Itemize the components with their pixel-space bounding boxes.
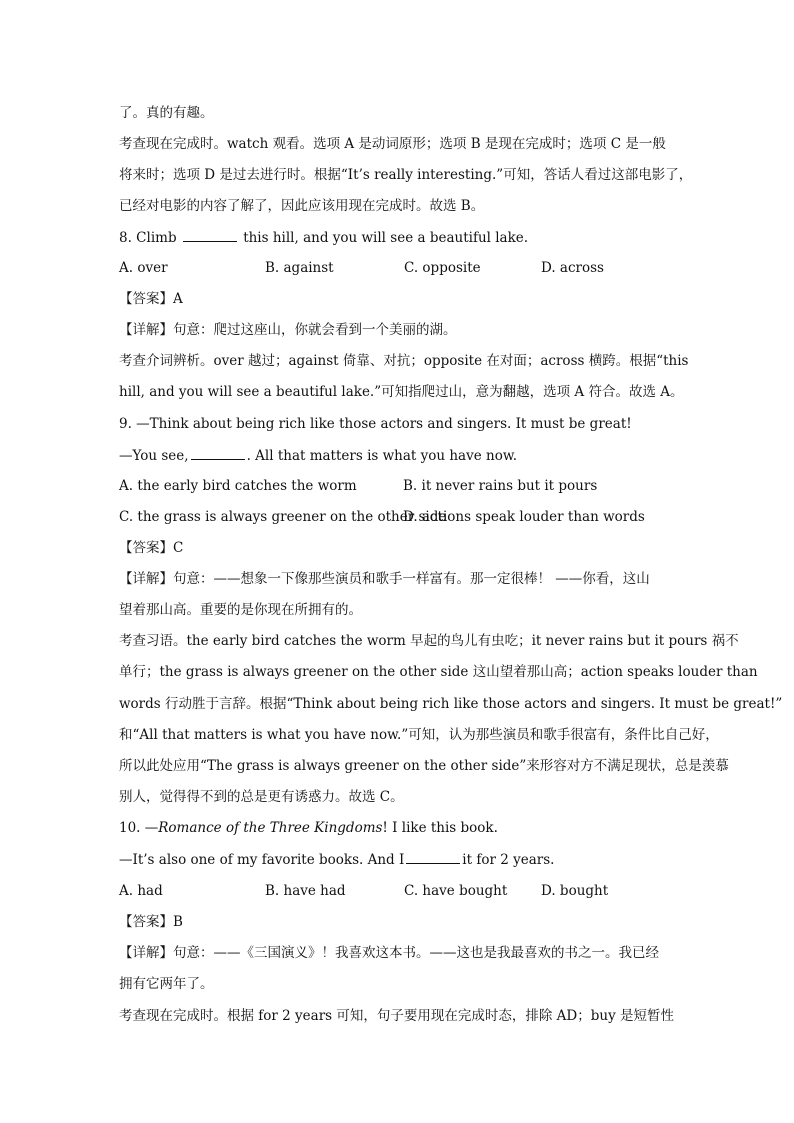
explanation-line: 拥有它两年了。 xyxy=(119,976,214,992)
option-c: C. have bought xyxy=(404,883,508,899)
explanation-line: 【详解】句意：——想象一下像那些演员和歌手一样富有。那一定很棒！ ——你看，这山 xyxy=(119,571,650,587)
stem-text: —It’s also one of my favorite books. And I xyxy=(119,852,405,868)
question-9-stem: 9. —Think about being rich like those actors and singers. It must be great! xyxy=(119,416,632,432)
answer-blank xyxy=(406,849,460,864)
option-d: D. bought xyxy=(541,883,609,899)
explanation-line: 考查习语。the early bird catches the worm 早起的鸟儿有虫吃；it never rains but it pours 祸不 xyxy=(119,633,739,649)
explanation-line: 考查介词辨析。over 越过；against 倚靠、对抗；opposite 在对面；across 横跨。根据“this xyxy=(119,353,689,369)
question-9-reply xyxy=(119,445,517,466)
option-a: A. had xyxy=(119,883,163,899)
option-c: C. the grass is always greener on the other side xyxy=(119,509,447,525)
explanation-line: 望着那山高。重要的是你现在所拥有的。 xyxy=(119,602,362,618)
explanation-line: words 行动胜于言辞。根据“Think about being rich like those actors and singers. It must be great!” xyxy=(119,696,783,712)
answer-label: 【答案】B xyxy=(119,914,183,930)
option-b: B. have had xyxy=(265,883,346,899)
stem-text: it for 2 years. xyxy=(462,852,555,868)
explanation-line: 单行；the grass is always greener on the other side 这山望着那山高；action speaks louder than xyxy=(119,664,758,680)
answer-blank xyxy=(191,445,245,460)
option-d: D. actions speak louder than words xyxy=(403,509,645,525)
explanation-line: 已经对电影的内容了解了，因此应该用现在完成时。故选 B。 xyxy=(119,198,485,214)
stem-text: —You see, xyxy=(119,448,189,464)
explanation-line: 考查现在完成时。watch 观看。选项 A 是动词原形；选项 B 是现在完成时；选项 C 是一般 xyxy=(119,136,666,152)
explanation-line: 考查现在完成时。根据 for 2 years 可知，句子要用现在完成时态，排除 AD；buy 是短暂性 xyxy=(119,1008,674,1024)
option-b: B. it never rains but it pours xyxy=(403,478,598,494)
question-10-stem xyxy=(119,818,498,838)
explanation-line: 了。真的有趣。 xyxy=(119,105,214,121)
explanation-line: 【详解】句意：——《三国演义》！我喜欢这本书。——这也是我最喜欢的书之一。我已经 xyxy=(119,945,659,961)
explanation-line: 和“All that matters is what you have now.”可知，认为那些演员和歌手很富有，条件比自己好， xyxy=(119,727,719,743)
stem-text: . All that matters is what you have now. xyxy=(246,448,518,464)
book-title: Romance of the Three Kingdoms xyxy=(158,820,383,836)
option-a: A. over xyxy=(119,260,168,276)
answer-label: 【答案】C xyxy=(119,540,184,556)
option-c: C. opposite xyxy=(404,260,481,276)
stem-text: ! I like this book. xyxy=(382,820,498,836)
stem-text: 8. Climb xyxy=(119,230,177,246)
explanation-line: hill, and you will see a beautiful lake.”可知指爬过山，意为翻越，选项 A 符合。故选 A。 xyxy=(119,384,684,400)
option-a: A. the early bird catches the worm xyxy=(119,478,357,494)
explanation-line: 别人，觉得得不到的总是更有诱惑力。故选 C。 xyxy=(119,789,404,805)
question-10-reply xyxy=(119,849,554,870)
explanation-line: 所以此处应用“The grass is always greener on the other side”来形容对方不满足现状，总是羡慕 xyxy=(119,758,729,774)
option-b: B. against xyxy=(265,260,334,276)
option-d: D. across xyxy=(541,260,604,276)
explanation-line: 【详解】句意：爬过这座山，你就会看到一个美丽的湖。 xyxy=(119,322,457,338)
answer-label: 【答案】A xyxy=(119,291,183,307)
explanation-line: 将来时；选项 D 是过去进行时。根据“It’s really interesting.”可知，答话人看过这部电影了， xyxy=(119,167,693,183)
answer-blank xyxy=(183,227,237,242)
question-8-stem xyxy=(119,227,528,248)
stem-text: 10. — xyxy=(119,820,159,836)
stem-text: this hill, and you will see a beautiful lake. xyxy=(243,230,529,246)
